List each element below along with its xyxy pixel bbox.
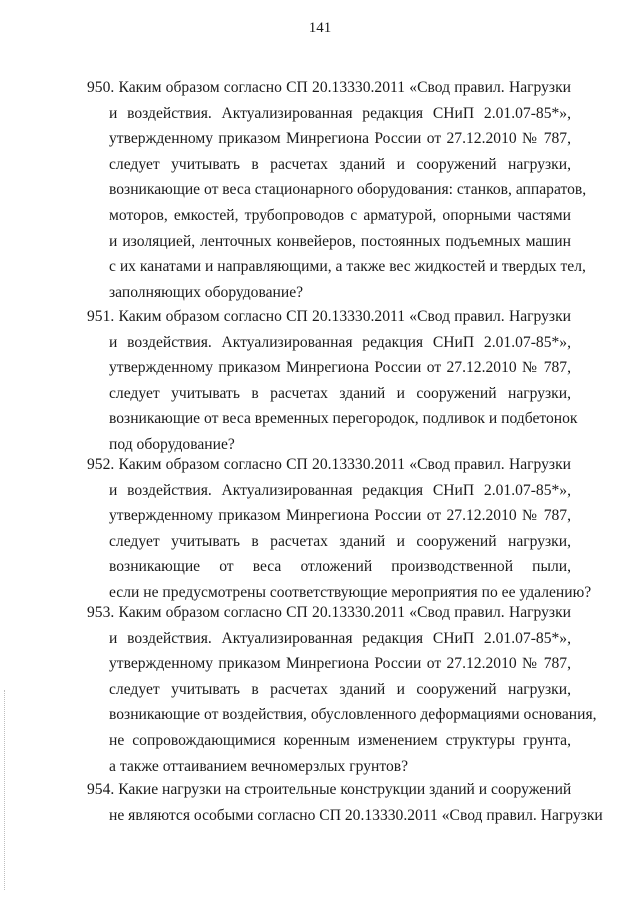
question-952 xyxy=(87,452,592,606)
question-line: следует учитывать в расчетах зданий и сооружений нагрузки, xyxy=(109,384,571,402)
question-line: утвержденному приказом Минрегиона России от 27.12.2010 № 787, xyxy=(109,507,571,525)
question-line: 950. Каким образом согласно СП 20.13330.2011 «Свод правил. Нагрузки xyxy=(87,79,571,96)
question-line: и воздействия. Актуализированная редакция СНиП 2.01.07-85*», xyxy=(109,481,571,499)
question-line: следует учитывать в расчетах зданий и сооружений нагрузки, xyxy=(109,532,571,550)
question-line: под оборудование? xyxy=(109,435,235,453)
question-line: возникающие от воздействия, обусловленного деформациями основания, xyxy=(109,706,597,724)
question-line: моторов, емкостей, трубопроводов с арматурой, опорными частями xyxy=(109,206,571,224)
question-line: 951. Каким образом согласно СП 20.13330.2011 «Свод правил. Нагрузки xyxy=(87,308,571,325)
question-line: утвержденному приказом Минрегиона России от 27.12.2010 № 787, xyxy=(109,655,571,673)
question-line: а также оттаиванием вечномерзлых грунтов? xyxy=(109,757,409,775)
question-line: с их канатами и направляющими, а также вес жидкостей и твердых тел, xyxy=(109,258,586,276)
question-line: возникающие от веса отложений производственной пыли, xyxy=(109,558,571,576)
question-line: и воздействия. Актуализированная редакция СНиП 2.01.07-85*», xyxy=(109,104,571,122)
question-950 xyxy=(87,75,587,305)
question-line: утвержденному приказом Минрегиона России от 27.12.2010 № 787, xyxy=(109,359,571,377)
question-line: возникающие от веса временных перегородок, подливок и подбетонок xyxy=(109,410,578,428)
question-line: и изоляцией, ленточных конвейеров, постоянных подъемных машин xyxy=(109,232,571,250)
question-line: не являются особыми согласно СП 20.13330.2011 «Свод правил. Нагрузки xyxy=(109,806,603,824)
question-line: следует учитывать в расчетах зданий и сооружений нагрузки, xyxy=(109,155,571,173)
question-line: и воздействия. Актуализированная редакция СНиП 2.01.07-85*», xyxy=(109,629,571,647)
question-line: не сопровождающимися коренным изменением структуры грунта, xyxy=(109,731,571,749)
question-951 xyxy=(87,304,578,458)
question-953 xyxy=(87,600,597,779)
question-line: 953. Каким образом согласно СП 20.13330.2011 «Свод правил. Нагрузки xyxy=(87,604,571,621)
question-line: следует учитывать в расчетах зданий и сооружений нагрузки, xyxy=(109,680,571,698)
question-line: и воздействия. Актуализированная редакция СНиП 2.01.07-85*», xyxy=(109,333,571,351)
question-line: 954. Какие нагрузки на строительные конструкции зданий и сооружений xyxy=(87,781,572,798)
question-line: если не предусмотрены соответствующие мероприятия по ее удалению? xyxy=(109,583,592,601)
question-954 xyxy=(87,777,603,828)
page-number: 141 xyxy=(308,20,332,36)
question-line: утвержденному приказом Минрегиона России от 27.12.2010 № 787, xyxy=(109,130,571,148)
question-line: возникающие от веса стационарного оборудования: станков, аппаратов, xyxy=(109,181,587,199)
question-line: заполняющих оборудование? xyxy=(109,283,304,301)
scan-edge-marks xyxy=(4,690,7,890)
question-line: 952. Каким образом согласно СП 20.13330.2011 «Свод правил. Нагрузки xyxy=(87,456,571,473)
